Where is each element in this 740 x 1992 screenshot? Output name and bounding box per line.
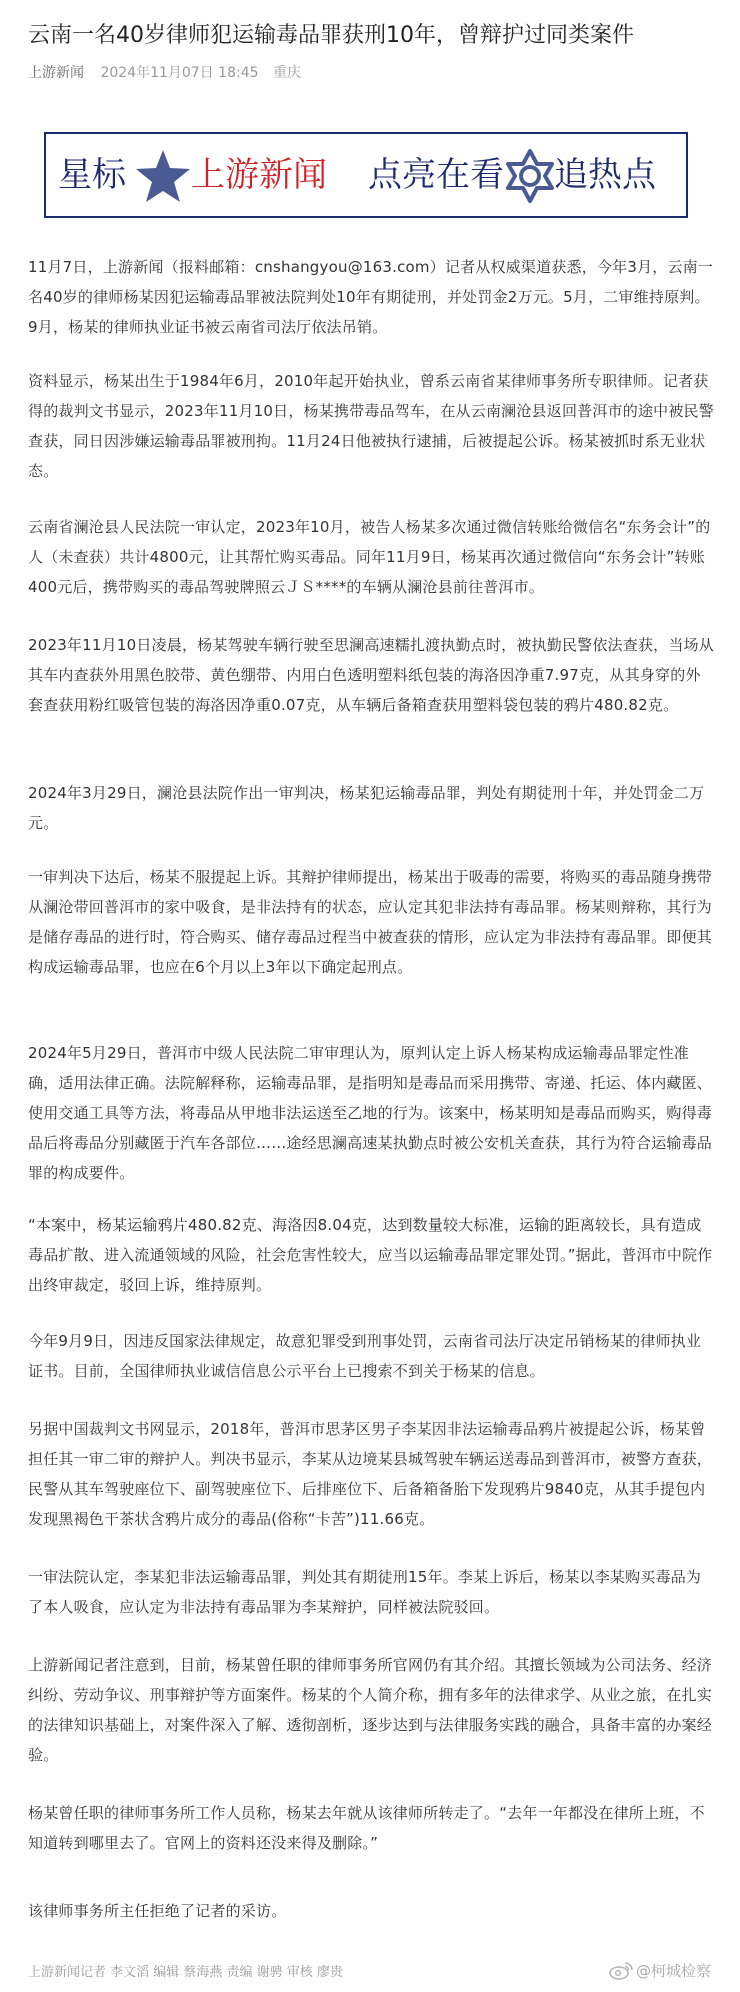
article-title: 云南一名40岁律师犯运输毒品罪获刑10年，曾辩护过同类案件 — [28, 23, 634, 48]
paragraph-3: 云南省澜沧县人民法院一审认定，2023年10月，被告人杨某多次通过微信转账给微信名“东务会计”的人（未查获）共计4800元，让其帮忙购买毒品。同年11月9日，杨某再次通过微信向“东务会计”转账400元后，携带购买的毒品驾驶牌照云ＪＳ****的车辆从澜沧县前往普洱市。 — [28, 518, 711, 596]
paragraph-10: 另据中国裁判文书网显示，2018年，普洱市思茅区男子李某因非法运输毒品鸦片被提起公诉，杨某曾担任其一审二审的辩护人。判决书显示，李某从边境某县城驾驶车辆运送毒品到普洱市，被警方查获，民警从其车驾驶座位下、副驾驶座位下、后排座位下、后备箱备胎下发现鸦片9840克，从其手提包内发现黑褐色干茶状含鸦片成分的毒品(俗称“卡苦”)11.66克。 — [28, 1420, 713, 1528]
paragraph-14: 该律师事务所主任拒绝了记者的采访。 — [28, 1902, 287, 1920]
paragraph-11: 一审法院认定，李某犯非法运输毒品罪，判处其有期徒刑15年。李某上诉后，杨某以李某购买毒品为了本人吸食，应认定为非法持有毒品罪为李某辩护，同样被法院驳回。 — [28, 1568, 702, 1616]
follow-banner[interactable] — [44, 132, 688, 218]
article-credits: 上游新闻记者 李文滔 编辑 蔡海燕 责编 谢骋 审核 廖贵 — [28, 1965, 343, 1980]
paragraph-9: 今年9月9日，因违反国家法律规定，故意犯罪受到刑事处罚，云南省司法厅决定吊销杨某的律师执业证书。目前，全国律师执业诚信信息公示平台上已搜索不到关于杨某的信息。 — [28, 1332, 702, 1380]
article-time: 2024年11月07日 18:45 — [100, 65, 259, 81]
paragraph-13: 杨某曾任职的律师事务所工作人员称，杨某去年就从该律师所转走了。“去年一年都没在律所上班，不知道转到哪里去了。官网上的资料还没来得及删除。” — [28, 1804, 705, 1852]
banner-hot-label: 追热点 — [554, 155, 656, 195]
paragraph-4: 2023年11月10日凌晨，杨某驾驶车辆行驶至思澜高速糯扎渡执勤点时，被执勤民警依法查获，当场从其车内查获外用黑色胶带、黄色绷带、内用白色透明塑料纸包装的海洛因净重7.97克，从其身穿的外套查获用粉红吸管包装的海洛因净重0.07克，从车辆后备箱查获用塑料袋包装的鸦片480.82克。 — [28, 636, 714, 714]
watermark-text: @柯城检察 — [636, 1962, 712, 1980]
banner-like-label: 点亮在看 — [368, 155, 504, 195]
article-location: 重庆 — [272, 65, 301, 81]
star-icon — [134, 148, 192, 204]
banner-brand: 上游新闻 — [191, 155, 327, 195]
paragraph-1: 11月7日，上游新闻（报料邮箱：cnshangyou@163.com）记者从权威渠道获悉，今年3月，云南一名40岁的律师杨某因犯运输毒品罪被法院判处10年有期徒刑，并处罚金2万元。5月，二审维持原判。9月，杨某的律师执业证书被云南省司法厅依法吊销。 — [28, 258, 714, 336]
article-source[interactable]: 上游新闻 — [28, 65, 84, 81]
banner-star-label: 星标 — [58, 155, 126, 195]
wow-flower-icon — [502, 148, 558, 204]
paragraph-8: “本案中，杨某运输鸦片480.82克、海洛因8.04克，达到数量较大标准，运输的距离较长，具有造成毒品扩散、进入流通领域的风险，社会危害性较大，应当以运输毒品罪定罪处罚。”据此，普洱市中院作出终审裁定，驳回上诉，维持原判。 — [28, 1216, 713, 1294]
paragraph-2: 资料显示，杨某出生于1984年6月，2010年起开始执业，曾系云南省某律师事务所专职律师。记者获得的裁判文书显示，2023年11月10日，杨某携带毒品驾车，在从云南澜沧县返回普洱市的途中被民警查获，同日因涉嫌运输毒品罪被刑拘。11月24日他被执行逮捕，后被提起公诉。杨某被抓时系无业状态。 — [28, 372, 714, 480]
article-meta — [28, 62, 301, 84]
paragraph-5: 2024年3月29日，澜沧县法院作出一审判决，杨某犯运输毒品罪，判处有期徒刑十年，并处罚金二万元。 — [28, 784, 705, 832]
paragraph-6: 一审判决下达后，杨某不服提起上诉。其辩护律师提出，杨某出于吸毒的需要，将购买的毒品随身携带从澜沧带回普洱市的家中吸食，是非法持有的状态，应认定其犯非法持有毒品罪。杨某则辩称，其行为是储存毒品的进行时，符合购买、储存毒品过程当中被查获的情形，应认定为非法持有毒品罪。即便其构成运输毒品罪，也应在6个月以上3年以下确定起刑点。 — [28, 868, 713, 976]
weibo-icon — [608, 1960, 634, 1980]
paragraph-7: 2024年5月29日，普洱市中级人民法院二审审理认为，原判认定上诉人杨某构成运输毒品罪定性准确，适用法律正确。法院解释称，运输毒品罪，是指明知是毒品而采用携带、寄递、托运、体内藏匿、使用交通工具等方法，将毒品从甲地非法运送至乙地的行为。该案中，杨某明知是毒品而购买，购得毒品后将毒品分别藏匿于汽车各部位……途经思澜高速某执勤点时被公安机关查获，其行为符合运输毒品罪的构成要件。 — [28, 1044, 713, 1182]
paragraph-12: 上游新闻记者注意到，目前，杨某曾任职的律师事务所官网仍有其介绍。其擅长领域为公司法务、经济纠纷、劳动争议、刑事辩护等方面案件。杨某的个人简介称，拥有多年的法律求学、从业之旅，在扎实的法律知识基础上，对案件深入了解、透彻剖析，逐步达到与法律服务实践的融合，具备丰富的办案经验。 — [28, 1656, 713, 1764]
weibo-watermark — [608, 1958, 711, 1984]
